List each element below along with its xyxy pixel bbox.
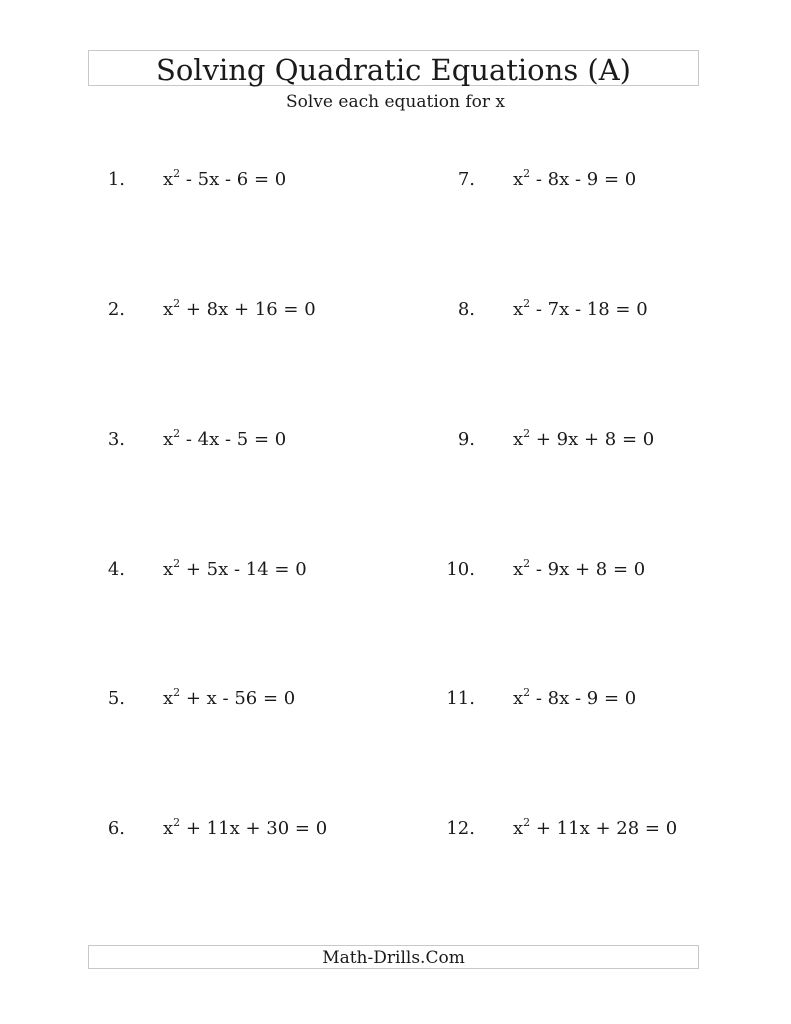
problem-equation — [513, 817, 677, 841]
problem-number: 5. — [107, 688, 125, 709]
equation-terms: + x - 56 = 0 — [180, 688, 296, 709]
problem-number: 9. — [457, 429, 475, 450]
equation-variable: x — [513, 169, 524, 190]
equation-terms: - 5x - 6 = 0 — [180, 169, 287, 190]
equation-exponent: 2 — [523, 167, 531, 180]
page-subtitle: Solve each equation for x — [286, 92, 505, 112]
equation-variable: x — [163, 429, 174, 450]
problem-equation — [163, 428, 286, 452]
equation-terms: + 11x + 28 = 0 — [530, 818, 678, 839]
equation-variable: x — [163, 559, 174, 580]
problem-equation — [513, 428, 654, 452]
equation-variable: x — [513, 818, 524, 839]
equation-exponent: 2 — [173, 557, 181, 570]
problem-number: 2. — [107, 299, 125, 320]
equation-exponent: 2 — [173, 297, 181, 310]
problem-equation — [163, 558, 307, 582]
equation-terms: + 8x + 16 = 0 — [180, 299, 316, 320]
equation-exponent: 2 — [523, 297, 531, 310]
equation-variable: x — [513, 299, 524, 320]
problem-equation — [163, 817, 327, 841]
equation-variable: x — [163, 169, 174, 190]
problem-number: 7. — [457, 169, 475, 190]
equation-variable: x — [513, 429, 524, 450]
equation-variable: x — [513, 559, 524, 580]
problem-number: 10. — [446, 559, 475, 580]
equation-terms: - 8x - 9 = 0 — [530, 688, 637, 709]
equation-variable: x — [163, 299, 174, 320]
problem-equation — [163, 298, 316, 322]
problem-number: 11. — [446, 688, 475, 709]
page-title: Solving Quadratic Equations (A) — [155, 53, 631, 87]
problem-equation — [513, 298, 648, 322]
equation-terms: + 9x + 8 = 0 — [530, 429, 655, 450]
equation-terms: - 9x + 8 = 0 — [530, 559, 646, 580]
equation-variable: x — [163, 688, 174, 709]
equation-exponent: 2 — [523, 816, 531, 829]
equation-exponent: 2 — [173, 816, 181, 829]
equation-exponent: 2 — [523, 686, 531, 699]
problem-equation — [513, 558, 645, 582]
equation-variable: x — [513, 688, 524, 709]
equation-exponent: 2 — [523, 557, 531, 570]
equation-terms: + 11x + 30 = 0 — [180, 818, 328, 839]
problem-number: 8. — [457, 299, 475, 320]
equation-terms: - 8x - 9 = 0 — [530, 169, 637, 190]
problem-equation — [513, 687, 636, 711]
equation-exponent: 2 — [523, 427, 531, 440]
footer-text: Math-Drills.Com — [322, 948, 465, 968]
problem-number: 3. — [107, 429, 125, 450]
equation-terms: + 5x - 14 = 0 — [180, 559, 307, 580]
problem-number: 1. — [107, 169, 125, 190]
equation-variable: x — [163, 818, 174, 839]
problem-equation — [163, 168, 286, 192]
problem-equation — [163, 687, 295, 711]
problem-number: 12. — [446, 818, 475, 839]
equation-terms: - 7x - 18 = 0 — [530, 299, 648, 320]
equation-exponent: 2 — [173, 686, 181, 699]
problem-number: 4. — [107, 559, 125, 580]
problem-equation — [513, 168, 636, 192]
equation-exponent: 2 — [173, 427, 181, 440]
equation-terms: - 4x - 5 = 0 — [180, 429, 287, 450]
problem-number: 6. — [107, 818, 125, 839]
equation-exponent: 2 — [173, 167, 181, 180]
